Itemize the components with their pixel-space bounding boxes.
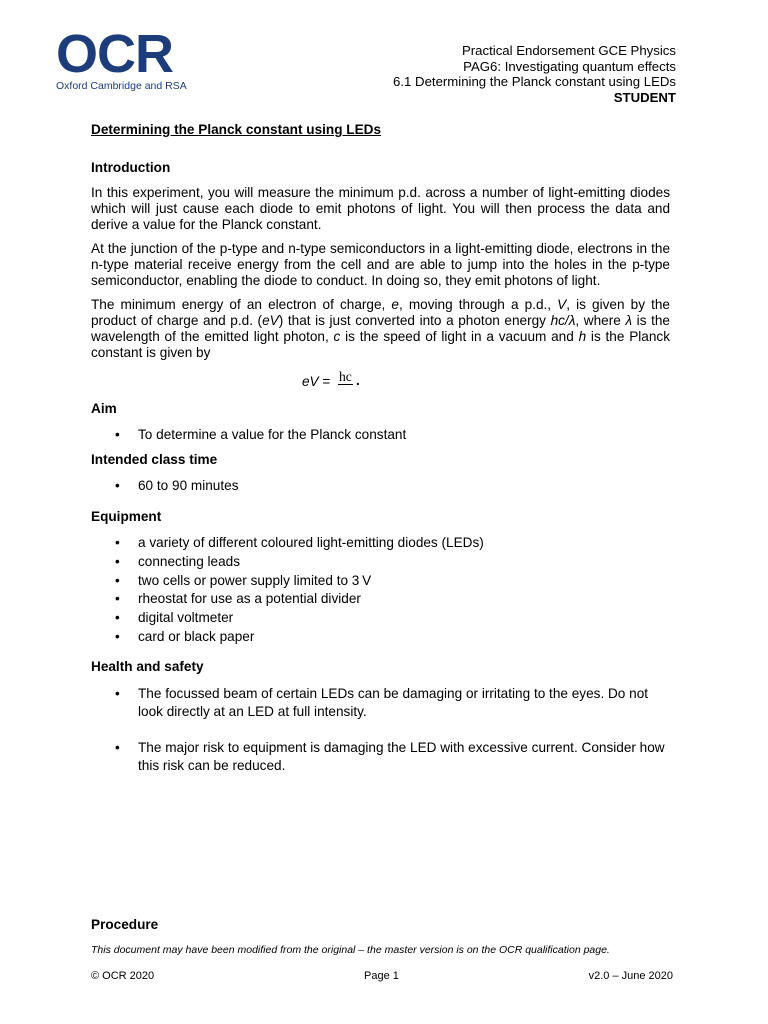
list-item: • connecting leads	[115, 553, 675, 572]
equation-lhs: eV	[302, 374, 319, 389]
aim-list	[115, 427, 675, 443]
footer-version: v2.0 – June 2020	[588, 970, 673, 982]
procedure-heading: Procedure	[91, 917, 159, 932]
list-item: • a variety of different coloured light-emitting diodes (LEDs)	[115, 534, 675, 553]
safety-list	[115, 685, 675, 721]
header-audience: STUDENT	[613, 89, 676, 105]
ocr-logo-mark: OCR	[56, 24, 173, 84]
header-course: Practical Endorsement GCE Physics	[461, 43, 676, 58]
ocr-logo	[56, 24, 206, 92]
class-time-heading: Intended class time	[91, 452, 218, 467]
introduction-paragraph-1: In this experiment, you will measure the minimum p.d. across a number of light-emitting diodes which will just cause each diode to emit photons of light. You will then process the data and derive a value for the Planck constant.	[91, 185, 670, 232]
footer-page-number: Page 1	[364, 970, 399, 982]
safety-heading: Health and safety	[91, 659, 204, 674]
equation-fraction: hc	[339, 369, 352, 384]
list-item: • two cells or power supply limited to 3 V	[115, 572, 675, 591]
introduction-paragraph-3: The minimum energy of an electron of charge, e, moving through a p.d., V, is given by the product of charge and p.d. (eV) that is just converted into a photon energy hc/λ, where λ is the wavelength of the emitted light photon, c is the speed of light in a vacuum and h is the Planck constant is given by	[91, 297, 670, 360]
header-activity: 6.1 Determining the Planck constant using LEDs	[393, 74, 676, 89]
equation-end: .	[356, 373, 360, 388]
list-item: • card or black paper	[115, 628, 675, 647]
list-item: • digital voltmeter	[115, 609, 675, 628]
introduction-paragraph-2: At the junction of the p-type and n-type semiconductors in a light-emitting diode, electrons in the n-type material receive energy from the cell and are able to jump into the holes in the p-type semiconductor, enabling the diode to conduct. In doing so, they emit photons of light.	[91, 241, 670, 288]
safety-list-2	[115, 739, 675, 775]
list-item: • To determine a value for the Planck constant	[115, 427, 675, 443]
header-pag: PAG6: Investigating quantum effects	[463, 58, 676, 74]
introduction-heading: Introduction	[91, 160, 171, 175]
equipment-heading: Equipment	[91, 509, 162, 524]
equipment-list	[115, 534, 675, 647]
footer-note: This document may have been modified from the original – the master version is on the OCR qualification page.	[91, 944, 610, 956]
list-item: • The major risk to equipment is damaging the LED with excessive current. Consider how this risk can be reduced.	[115, 739, 675, 775]
list-item: • The focussed beam of certain LEDs can be damaging or irritating to the eyes. Do not look directly at an LED at full intensity.	[115, 685, 675, 721]
document-title: Determining the Planck constant using LEDs	[91, 122, 382, 137]
aim-heading: Aim	[91, 401, 117, 416]
class-time-list	[115, 478, 675, 494]
document-header	[393, 43, 676, 105]
ocr-logo-subtitle: Oxford Cambridge and RSA	[56, 80, 187, 92]
footer-copyright: © OCR 2020	[91, 970, 155, 982]
list-item: • rheostat for use as a potential divider	[115, 590, 675, 609]
list-item: • 60 to 90 minutes	[115, 478, 675, 494]
